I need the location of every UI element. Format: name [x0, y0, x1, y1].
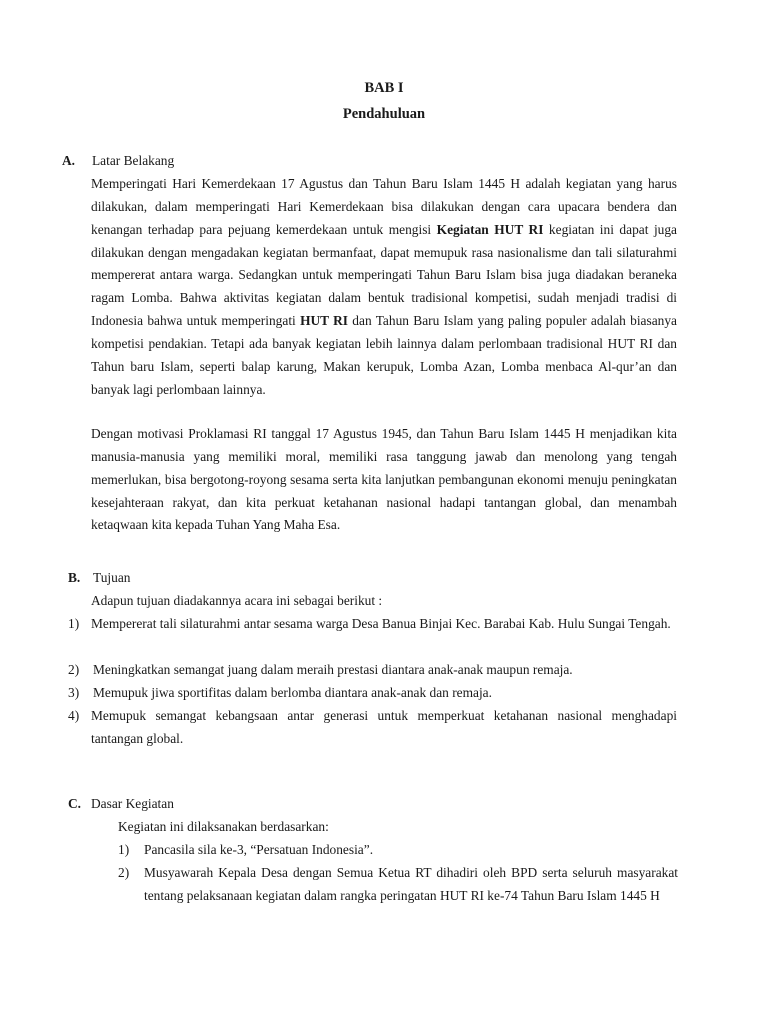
section-b-title: Tujuan [93, 570, 131, 585]
section-a-letter: A. [62, 153, 76, 168]
list-number: 4) [68, 708, 80, 723]
list-number: 1) [118, 842, 130, 857]
list-number: 2) [68, 662, 80, 677]
section-c-intro: Kegiatan ini dilaksanakan berdasarkan: [118, 819, 329, 834]
section-c-heading [68, 796, 174, 812]
list-number: 1) [68, 616, 80, 631]
paragraph-text: dan Tahun Baru Islam yang paling populer adalah biasanya kompetisi pendakian. Tetapi ada banyak kegiatan lebih lainnya dalam perlombaan tradisional HUT RI dan Tahun baru Islam, seperti balap karung, Makan kerupuk, Lomba Azan, Lomba menbaca Al-qur’an dan banyak lagi perlombaan lainnya. [91, 313, 677, 397]
paragraph-text: kegiatan ini dapat juga dilakukan dengan mengadakan kegiatan bermanfaat, dapat memupuk rasa nasionalisme dan tali silaturahmi mempererat antara warga. Sedangkan untuk memperingati Tahun Baru Islam bisa juga diadakan beraneka ragam Lomba. Bahwa aktivitas kegiatan dalam bentuk tradisional kompetisi, sudah menjadi tradisi di Indonesia bahwa untuk memperingati [91, 221, 677, 329]
section-a-title: Latar Belakang [92, 153, 175, 168]
section-a-paragraph-1 [91, 173, 677, 401]
list-number: 2) [118, 865, 130, 880]
section-b-heading [68, 570, 130, 586]
paragraph-text: Memperingati Hari Kemerdekaan 17 Agustus dan Tahun Baru Islam 1445 H adalah kegiatan yang harus dilakukan, dalam memperingati Hari Kemerdekaan bisa dilakukan dengan cara upacara bendera dan kenangan terhadap para pejuang kemerdekaan untuk mengisi [91, 176, 677, 237]
list-text: Memupuk jiwa sportifitas dalam berlomba diantara anak-anak dan remaja. [93, 685, 492, 700]
section-a-paragraph-2: Dengan motivasi Proklamasi RI tanggal 17 Agustus 1945, dan Tahun Baru Islam 1445 H menjadikan kita manusia-manusia yang memiliki moral, memiliki rasa tanggung jawab dan menolong yang tengah memerlukan, bisa bergotong-royong sesama serta kita lanjutkan pembangunan ekonomi menuju peningkatan kesejahteraan rakyat, dan kita perkuat ketahanan nasional hadapi tantangan global, dan menambah ketaqwaan kita kepada Tuhan Yang Maha Esa. [91, 426, 677, 533]
bold-term: HUT RI [300, 313, 349, 329]
chapter-subtitle: Pendahuluan [342, 106, 426, 122]
list-text: Pancasila sila ke-3, “Persatuan Indonesia”. [144, 842, 374, 857]
section-b-letter: B. [68, 570, 81, 585]
list-item [68, 682, 677, 705]
list-text: Memupuk semangat kebangsaan antar generasi untuk memperkuat ketahanan nasional menghadapi tantangan global. [91, 708, 677, 746]
section-b-intro: Adapun tujuan diadakannya acara ini sebagai berikut : [91, 593, 383, 608]
bold-term: Kegiatan HUT RI [436, 221, 544, 237]
list-item [68, 613, 677, 636]
list-item [118, 839, 678, 862]
section-a-heading [62, 153, 174, 169]
section-c-letter: C. [68, 796, 82, 811]
section-c-title: Dasar Kegiatan [91, 796, 174, 811]
list-text: Meningkatkan semangat juang dalam meraih prestasi diantara anak-anak maupun remaja. [93, 662, 573, 677]
list-item [68, 705, 677, 751]
list-number: 3) [68, 685, 80, 700]
list-text: Musyawarah Kepala Desa dengan Semua Ketua RT dihadiri oleh BPD serta seluruh masyarakat tentang pelaksanaan kegiatan dalam rangka peringatan HUT RI ke-74 Tahun Baru Islam 1445 H [144, 865, 678, 903]
list-text: Mempererat tali silaturahmi antar sesama warga Desa Banua Binjai Kec. Barabai Kab. Hulu Sungai Tengah. [91, 616, 671, 631]
list-item [68, 659, 677, 682]
list-item [118, 862, 678, 908]
chapter-title: BAB I [364, 80, 404, 96]
